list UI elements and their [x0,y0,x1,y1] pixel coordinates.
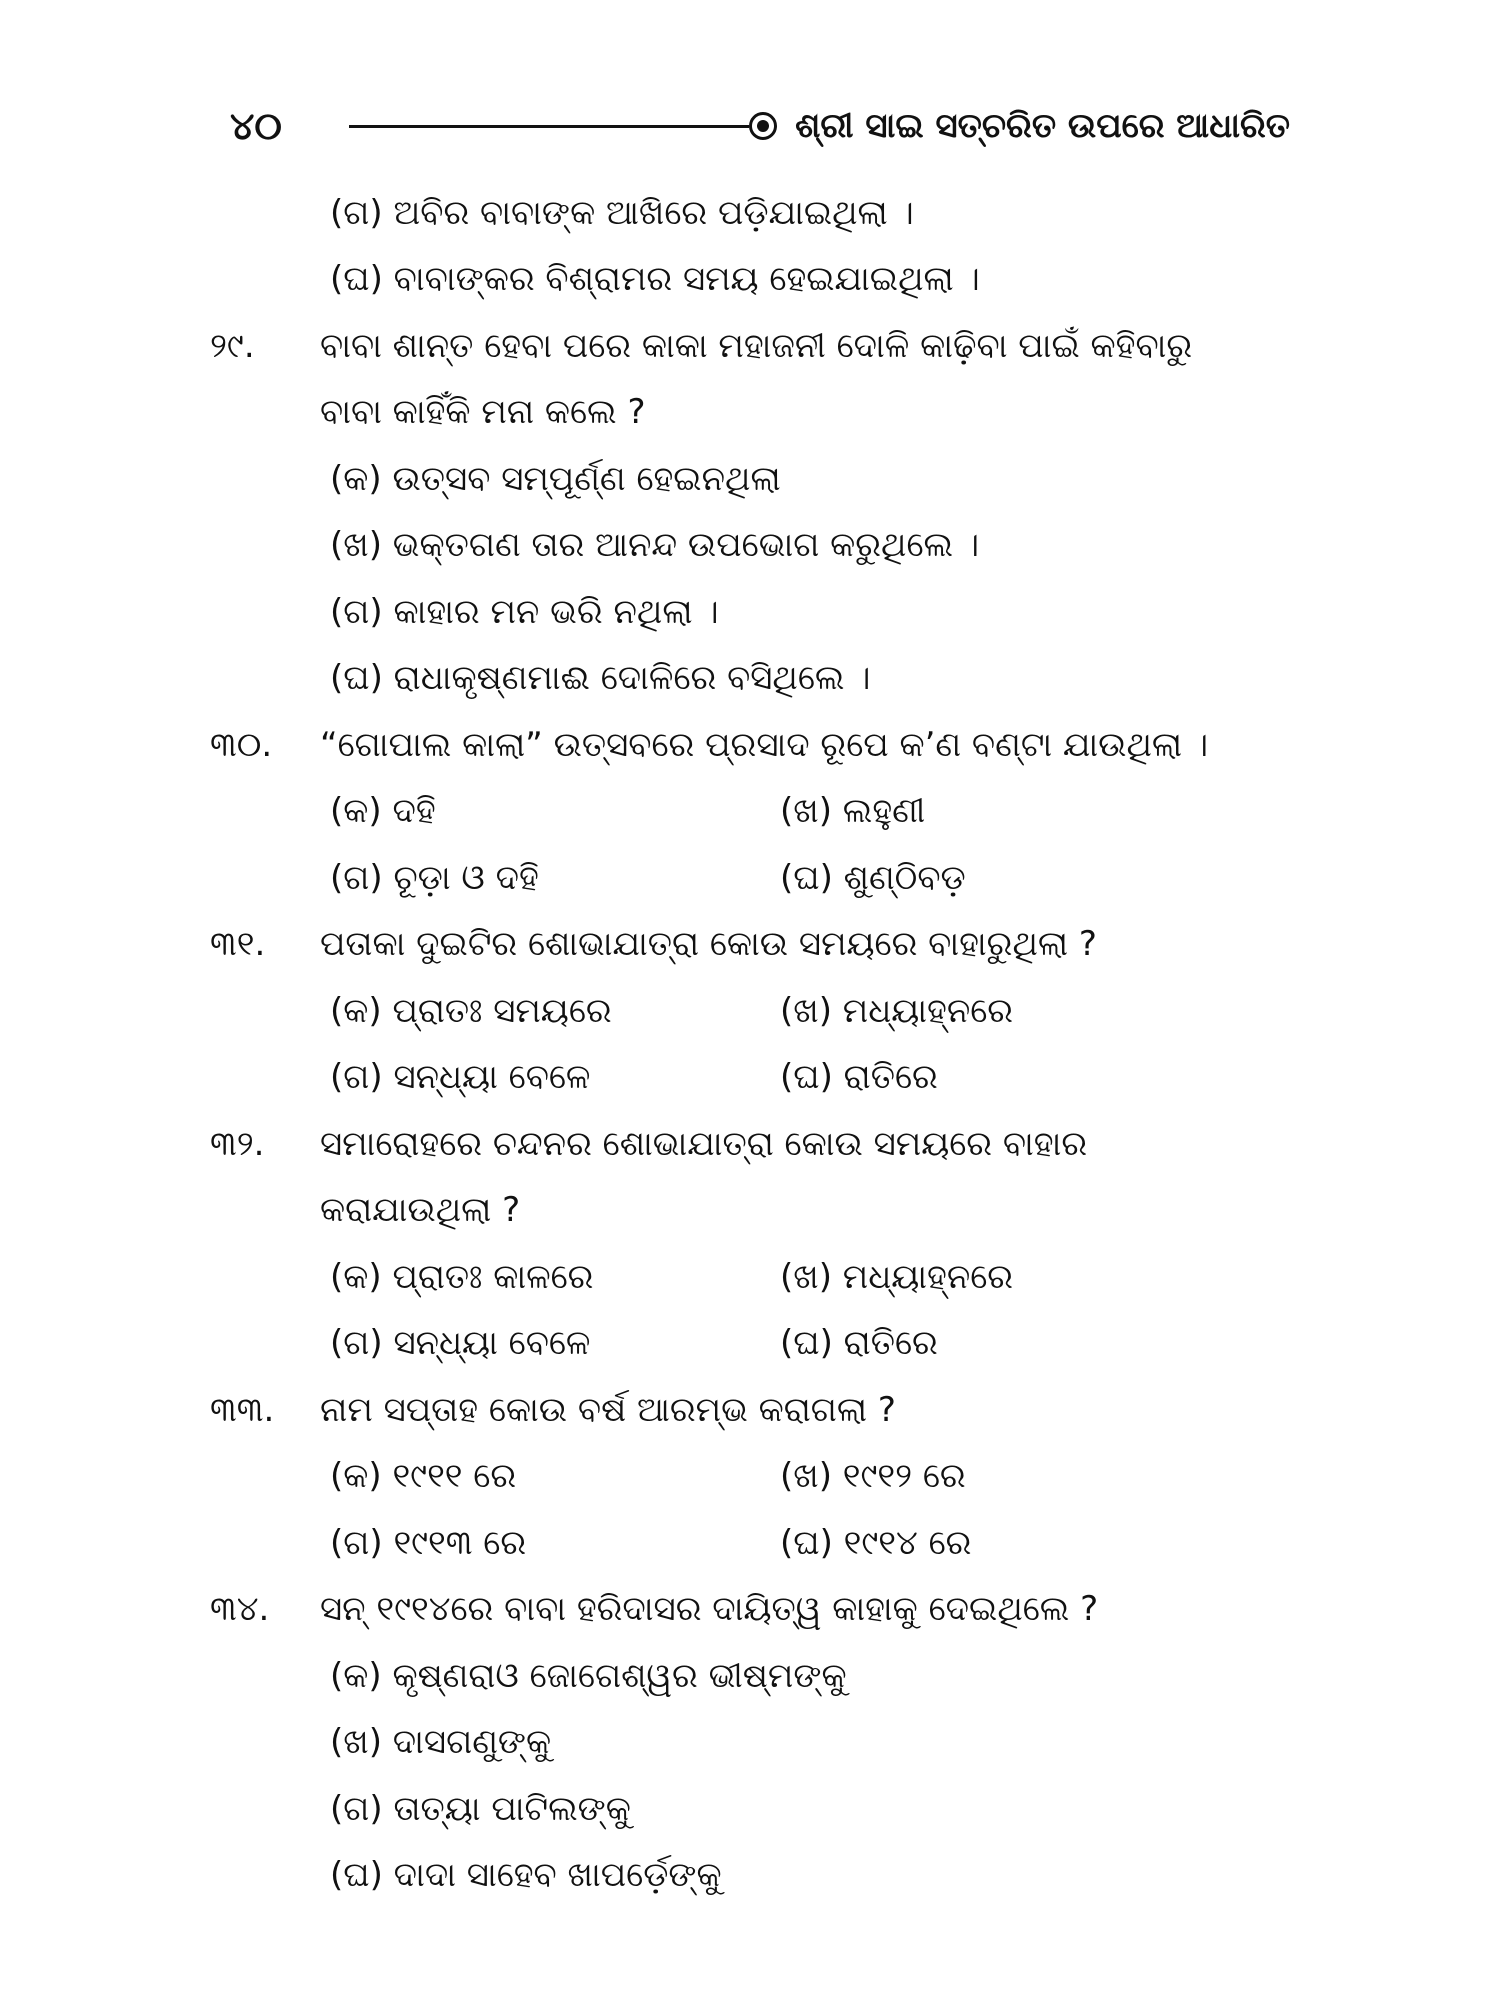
option: (କ) ପ୍ରାତଃ ସମୟରେ [330,991,612,1031]
question-text: ନାମ ସପ୍ତାହ କୋଉ ବର୍ଷ ଆରମ୍ଭ କରାଗଲା ? [320,1390,896,1430]
question-number: ୩୦. [210,725,273,765]
option: (ଗ) ସନ୍ଧ୍ୟା ବେଳେ [330,1057,591,1097]
question-text: “ଗୋପାଲ କାଲା” ଉତ୍ସବରେ ପ୍ରସାଦ ରୂପେ କ’ଣ ବଣ୍ଟା ଯାଉଥିଲା । [320,725,1209,765]
option: (ଖ) ୧୯୧୨ ରେ [780,1456,966,1496]
option: (ଘ) ଶୁଣ୍ଠିବଡ଼ [780,858,966,898]
option: (ଗ) କାହାର ମନ ଭରି ନଥିଲା । [330,592,719,632]
option: (କ) ୧୯୧୧ ରେ [330,1456,517,1496]
option: (ଘ) ଦାଦା ସାହେବ ଖାପର୍ଡ଼େଙ୍କୁ [330,1855,722,1895]
question-text-continued: କରାଯାଉଥିଲା ? [320,1190,521,1230]
question-number: ୩୨. [210,1124,265,1164]
option: (କ) ଉତ୍ସବ ସମ୍ପୂର୍ଣ୍ଣ ହେଇନଥିଲା [330,459,781,499]
option: (ଖ) ଦାସଗଣୁଙ୍କୁ [330,1722,552,1762]
running-title: ଶ୍ରୀ ସାଇ ସତ୍‌ଚରିତ ଉପରେ ଆଧାରିତ [795,106,1290,146]
option: (ଗ) ସନ୍ଧ୍ୟା ବେଳେ [330,1323,591,1363]
option: (ଗ) ୧୯୧୩ ରେ [330,1523,527,1563]
question-text: ସନ୍ ୧୯୧୪ରେ ବାବା ହରିଦାସର ଦାୟିତ୍ୱ କାହାକୁ ଦେଇଥିଲେ ? [320,1589,1099,1629]
header-rule [349,125,749,128]
option: (କ) କୃଷ୍ଣରାଓ ଜୋଗେଶ୍ୱର ଭୀଷ୍ମଙ୍କୁ [330,1656,847,1696]
question-text: ବାବା ଶାନ୍ତ ହେବା ପରେ କାକା ମହାଜନୀ ଦୋଳି କାଢ଼ିବା ପାଇଁ କହିବାରୁ [320,326,1193,366]
q28-option-gha: (ଘ) ବାବାଙ୍କର ବିଶ୍ରାମର ସମୟ ହେଇଯାଇଥିଲା । [330,259,980,299]
option: (ଘ) ୧୯୧୪ ରେ [780,1523,972,1563]
option: (ଘ) ରାଧାକୃଷ୍ଣମାଈ ଦୋଳିରେ ବସିଥିଲେ । [330,658,871,698]
option: (କ) ଦହି [330,791,436,831]
question-number: ୨୯. [210,326,255,366]
option: (ଖ) ଭକ୍ତଗଣ ତାର ଆନନ୍ଦ ଉପଭୋଗ କରୁଥିଲେ । [330,525,980,565]
question-text: ସମାରୋହରେ ଚନ୍ଦନର ଶୋଭାଯାତ୍ରା କୋଉ ସମୟରେ ବାହାର [320,1124,1088,1164]
question-text-continued: ବାବା କାହିଁକି ମନା କଲେ ? [320,392,646,432]
question-text: ପତାକା ଦୁଇଟିର ଶୋଭାଯାତ୍ରା କୋଉ ସମୟରେ ବାହାରୁଥିଲା ? [320,924,1097,964]
question-number: ୩୩. [210,1390,275,1430]
option: (ଘ) ରାତିରେ [780,1057,938,1097]
option: (କ) ପ୍ରାତଃ କାଳରେ [330,1257,594,1297]
question-number: ୩୧. [210,924,266,964]
option: (ଘ) ରାତିରେ [780,1323,938,1363]
option: (ଗ) ତାତ୍ୟା ପାଟିଲଙ୍କୁ [330,1789,631,1829]
option: (ଖ) ଲହୁଣୀ [780,791,926,831]
option: (ଖ) ମଧ୍ୟାହ୍ନରେ [780,1257,1014,1297]
question-number: ୩୪. [210,1589,270,1629]
page-header [230,96,1290,156]
circle-bullet-icon [749,112,777,140]
page-number: ୪୦ [230,103,282,148]
option: (ଗ) ଚୂଡ଼ା ଓ ଦହି [330,858,539,898]
option: (ଖ) ମଧ୍ୟାହ୍ନରେ [780,991,1014,1031]
q28-option-ga: (ଗ) ଅବିର ବାବାଙ୍କ ଆଖିରେ ପଡ଼ିଯାଇଥିଲା । [330,193,914,233]
